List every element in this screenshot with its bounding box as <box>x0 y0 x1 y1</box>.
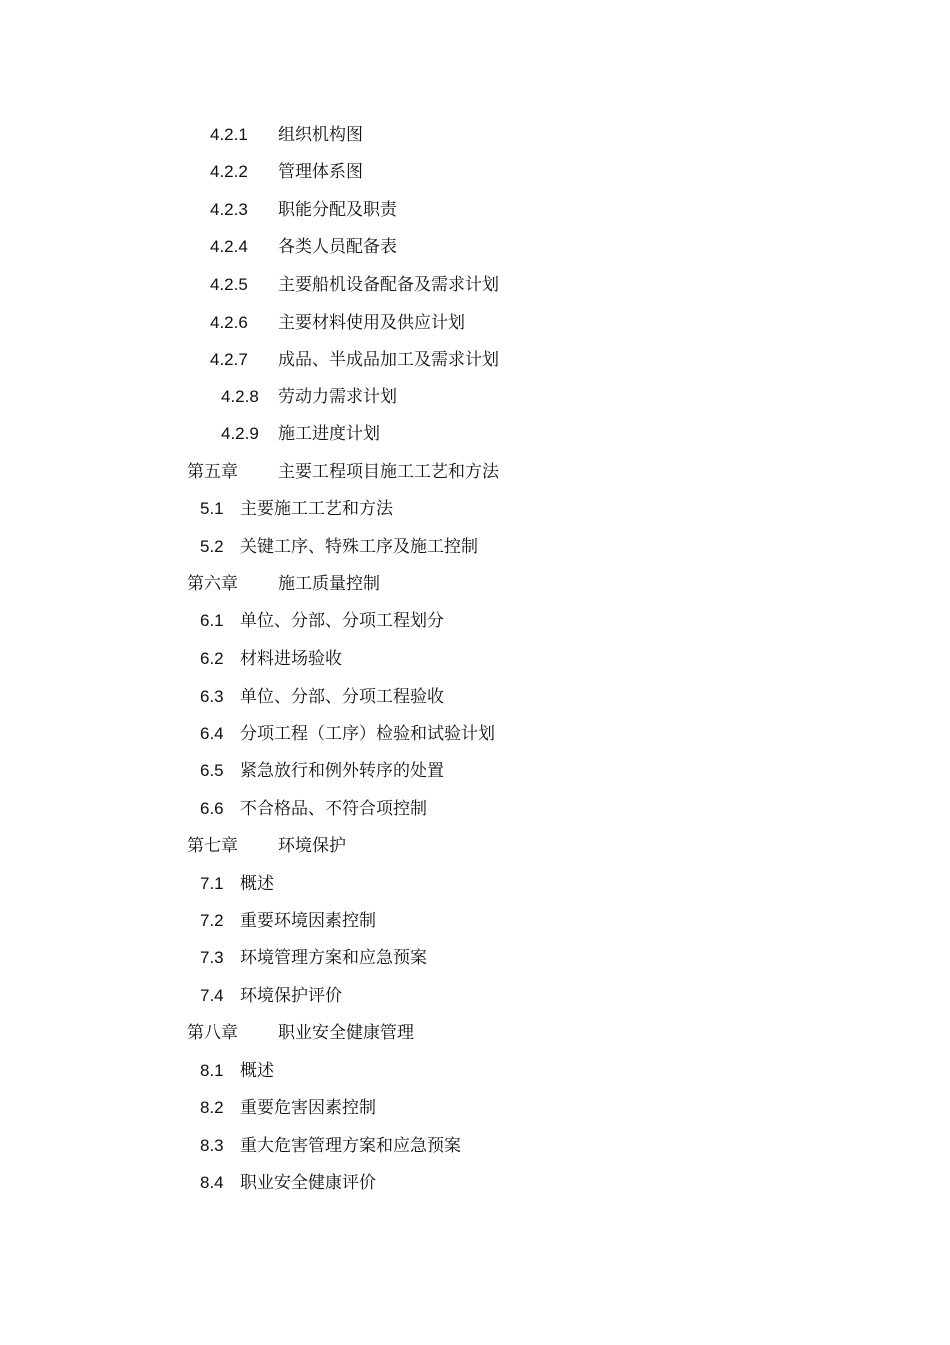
section-title: 单位、分部、分项工程划分 <box>240 611 444 631</box>
section-number: 5.1 <box>200 499 224 518</box>
section-number: 6.1 <box>200 611 224 630</box>
section-title: 重要环境因素控制 <box>240 911 376 931</box>
section-number: 4.2.6 <box>210 313 248 332</box>
section-number: 6.4 <box>200 724 224 743</box>
chapter-number: 第八章 <box>187 1023 238 1042</box>
section-title: 重大危害管理方案和应急预案 <box>240 1136 461 1156</box>
section-number: 4.2.5 <box>210 275 248 294</box>
section-number: 4.2.4 <box>210 237 248 256</box>
section-title: 施工进度计划 <box>278 424 380 444</box>
chapter-title: 主要工程项目施工工艺和方法 <box>278 462 499 482</box>
chapter-number: 第五章 <box>187 462 238 481</box>
section-title: 职业安全健康评价 <box>240 1173 376 1193</box>
section-number: 4.2.3 <box>210 200 248 219</box>
section-number: 8.2 <box>200 1098 224 1117</box>
section-title: 主要材料使用及供应计划 <box>278 313 465 333</box>
section-title: 单位、分部、分项工程验收 <box>240 687 444 707</box>
section-number: 8.3 <box>200 1136 224 1155</box>
section-title: 概述 <box>240 1061 274 1081</box>
section-title: 主要施工工艺和方法 <box>240 499 393 519</box>
chapter-number: 第六章 <box>187 574 238 593</box>
section-title: 关键工序、特殊工序及施工控制 <box>240 537 478 557</box>
section-title: 劳动力需求计划 <box>278 387 397 407</box>
section-number: 7.2 <box>200 911 224 930</box>
chapter-number: 第七章 <box>187 836 238 855</box>
section-number: 7.3 <box>200 948 224 967</box>
section-title: 各类人员配备表 <box>278 237 397 257</box>
section-number: 7.4 <box>200 986 224 1005</box>
section-title: 主要船机设备配备及需求计划 <box>278 275 499 295</box>
section-number: 4.2.8 <box>221 387 259 406</box>
section-number: 6.3 <box>200 687 224 706</box>
chapter-title: 环境保护 <box>278 836 346 856</box>
section-title: 材料进场验收 <box>240 649 342 669</box>
section-title: 环境管理方案和应急预案 <box>240 948 427 968</box>
section-number: 8.1 <box>200 1061 224 1080</box>
section-number: 4.2.2 <box>210 162 248 181</box>
section-number: 4.2.9 <box>221 424 259 443</box>
section-title: 分项工程（工序）检验和试验计划 <box>240 724 495 744</box>
section-title: 成品、半成品加工及需求计划 <box>278 350 499 370</box>
chapter-title: 职业安全健康管理 <box>278 1023 414 1043</box>
section-number: 6.5 <box>200 761 224 780</box>
section-number: 7.1 <box>200 874 224 893</box>
section-number: 8.4 <box>200 1173 224 1192</box>
section-number: 4.2.7 <box>210 350 248 369</box>
chapter-title: 施工质量控制 <box>278 574 380 594</box>
section-title: 不合格品、不符合项控制 <box>240 799 427 819</box>
section-title: 职能分配及职责 <box>278 200 397 220</box>
section-number: 6.6 <box>200 799 224 818</box>
section-title: 管理体系图 <box>278 162 363 182</box>
section-title: 紧急放行和例外转序的处置 <box>240 761 444 781</box>
section-number: 6.2 <box>200 649 224 668</box>
section-title: 重要危害因素控制 <box>240 1098 376 1118</box>
section-title: 组织机构图 <box>278 125 363 145</box>
section-title: 概述 <box>240 874 274 894</box>
section-title: 环境保护评价 <box>240 986 342 1006</box>
section-number: 4.2.1 <box>210 125 248 144</box>
section-number: 5.2 <box>200 537 224 556</box>
